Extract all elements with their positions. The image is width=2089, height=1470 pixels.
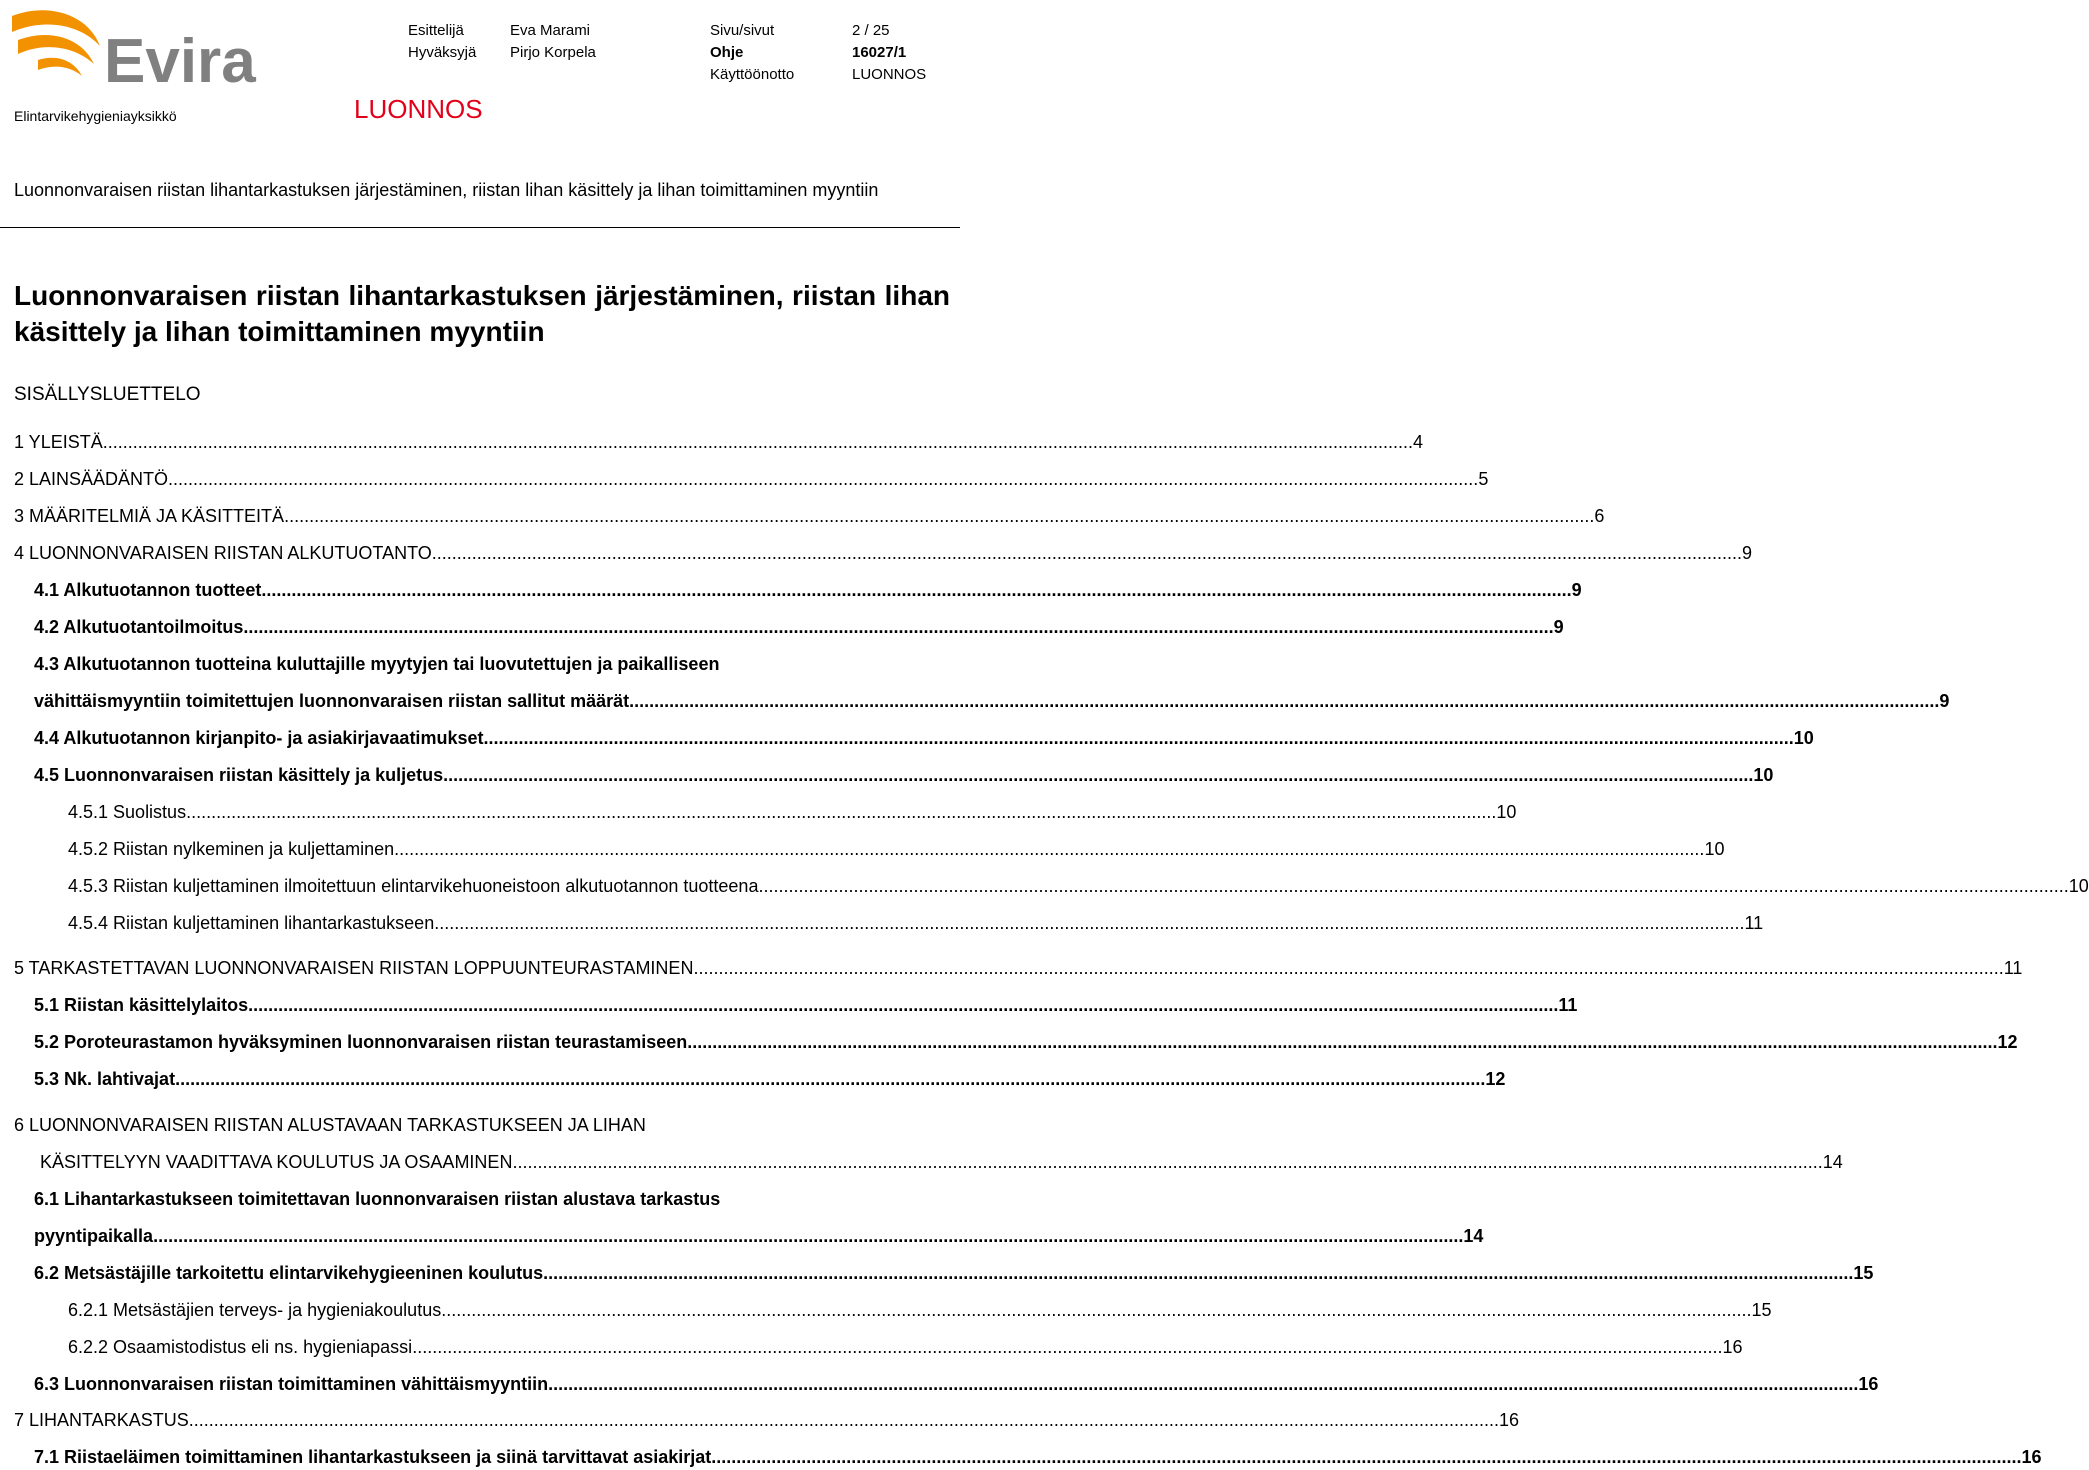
page-header <box>0 0 960 130</box>
toc-page-number: 10 <box>1793 728 1814 748</box>
dot-leader <box>693 958 2003 979</box>
dot-leader <box>175 1069 1485 1090</box>
toc-entry-label: 4.5.1 Suolistus <box>68 802 187 822</box>
dot-leader <box>412 1337 1722 1358</box>
presenter-name: Eva Marami <box>510 22 591 39</box>
toc-page-number: 9 <box>1571 580 1582 600</box>
toc-page-number: 11 <box>1744 913 1764 933</box>
toc-entry-label: 7 LIHANTARKASTUS <box>14 1410 189 1430</box>
toc-entry[interactable] <box>34 1032 2018 1053</box>
toc-page-number: 11 <box>2003 958 2023 978</box>
toc-entry-continuation: vähittäismyyntiin toimitettujen luonnonvaraisen riistan sallitut määrät <box>34 691 630 711</box>
toc-entry[interactable] <box>34 691 1950 712</box>
page-value: 2 / 25 <box>852 22 890 39</box>
toc-page-number: 12 <box>1485 1069 1506 1089</box>
toc-entry-label: 4.4 Alkutuotannon kirjanpito- ja asiakirjavaatimukset <box>34 728 484 748</box>
toc-entry[interactable] <box>34 995 1578 1016</box>
toc-entry[interactable] <box>14 469 1489 490</box>
presenter-label: Esittelijä <box>408 22 464 39</box>
toc-page-number: 14 <box>1822 1152 1843 1172</box>
org-unit: Elintarvikehygieniayksikkö <box>14 108 177 124</box>
toc-entry-label: 5.2 Poroteurastamon hyväksyminen luonnonvaraisen riistan teurastamiseen <box>34 1032 688 1052</box>
dot-leader <box>543 1263 1853 1284</box>
toc-entry[interactable] <box>40 1152 1843 1173</box>
toc-page-number: 9 <box>1553 617 1564 637</box>
usage-value: LUONNOS <box>852 66 927 83</box>
toc-entry[interactable] <box>68 1300 1772 1321</box>
toc-page-number: 10 <box>1704 839 1725 859</box>
dot-leader <box>432 543 1742 564</box>
toc-entry[interactable] <box>14 432 1423 453</box>
dot-leader <box>284 506 1594 527</box>
dot-leader <box>629 691 1939 712</box>
dot-leader <box>434 913 1744 934</box>
dot-leader <box>394 839 1704 860</box>
dot-leader <box>758 876 2068 897</box>
toc-page-number: 12 <box>1997 1032 2018 1052</box>
toc-entry-label: 4.5.2 Riistan nylkeminen ja kuljettaminen <box>68 839 395 859</box>
toc-page-number: 15 <box>1751 1300 1772 1320</box>
toc-entry[interactable] <box>34 1374 1879 1395</box>
document-subtitle: Luonnonvaraisen riistan lihantarkastuksen järjestäminen, riistan lihan käsittely ja lihan toimittaminen myyntiin <box>14 180 879 200</box>
approver-name: Pirjo Korpela <box>510 44 596 61</box>
header-divider <box>0 227 960 228</box>
dot-leader <box>512 1152 1822 1173</box>
toc-page-number: 5 <box>1478 469 1489 489</box>
doc-status-title: LUONNOS <box>354 94 483 124</box>
doc-type-label: Ohje <box>710 44 744 61</box>
toc-page-number: 6 <box>1594 506 1605 526</box>
dot-leader <box>483 728 1793 749</box>
page-label: Sivu/sivut <box>710 22 775 39</box>
doc-number: 16027/1 <box>852 44 907 61</box>
dot-leader <box>711 1447 2021 1468</box>
dot-leader <box>687 1032 1997 1053</box>
toc-entry[interactable] <box>68 802 1517 823</box>
dot-leader <box>261 580 1571 601</box>
toc-entry-label: 7.1 Riistaeläimen toimittaminen lihantarkastukseen ja siinä tarvittavat asiakirjat <box>34 1447 712 1467</box>
toc-page-number: 10 <box>2068 876 2089 896</box>
toc-entry[interactable] <box>34 1069 1506 1090</box>
toc-entry[interactable] <box>34 617 1564 638</box>
toc-entry-label: 6.3 Luonnonvaraisen riistan toimittaminen vähittäismyyntiin <box>34 1374 549 1394</box>
toc-entry[interactable] <box>14 1410 1520 1431</box>
toc-entry-label: 4.2 Alkutuotantoilmoitus <box>34 617 244 637</box>
toc-entry[interactable] <box>68 839 1725 860</box>
toc-entry-label: 4.5.4 Riistan kuljettaminen lihantarkastukseen <box>68 913 435 933</box>
dot-leader <box>103 432 1413 453</box>
approver-label: Hyväksyjä <box>408 44 477 61</box>
toc-page-number: 15 <box>1853 1263 1874 1283</box>
toc-page-number: 16 <box>1858 1374 1879 1394</box>
toc-page-number: 10 <box>1496 802 1517 822</box>
toc-entry-label: 5.1 Riistan käsittelylaitos <box>34 995 249 1015</box>
logo-wordmark: Evira <box>104 27 256 96</box>
document-title: Luonnonvaraisen riistan lihantarkastuksen järjestäminen, riistan lihan käsittely ja lihan toimittaminen myyntiin <box>14 280 950 347</box>
toc-entry[interactable] <box>34 1226 1484 1247</box>
toc-page-number: 9 <box>1939 691 1950 711</box>
toc-entry[interactable] <box>34 765 1774 786</box>
toc-entry-label: 6.2 Metsästäjille tarkoitettu elintarvikehygieeninen koulutus <box>34 1263 544 1283</box>
toc-entry-label: 5.3 Nk. lahtivajat <box>34 1069 176 1089</box>
dot-leader <box>186 802 1496 823</box>
toc-page-number: 4 <box>1412 432 1423 452</box>
dot-leader <box>153 1226 1463 1247</box>
toc-page-number: 16 <box>1722 1337 1743 1357</box>
toc-entry[interactable] <box>34 1447 2042 1468</box>
toc-entry[interactable] <box>14 958 2023 979</box>
toc-entry-label: 3 MÄÄRITELMIÄ JA KÄSITTEITÄ <box>14 506 285 526</box>
dot-leader <box>548 1374 1858 1395</box>
toc-entry-label: 2 LAINSÄÄDÄNTÖ <box>14 469 169 489</box>
toc-entry[interactable] <box>68 1337 1743 1358</box>
toc-entry-label[interactable]: 4.3 Alkutuotannon tuotteina kuluttajille myytyjen tai luovutettujen ja paikalliseen <box>34 654 720 674</box>
toc-page-number: 14 <box>1463 1226 1484 1246</box>
toc-page-number: 10 <box>1753 765 1774 785</box>
toc-entry-label: 6.2.2 Osaamistodistus eli ns. hygieniapassi <box>68 1337 413 1357</box>
toc-entry[interactable] <box>34 728 1814 749</box>
toc-entry[interactable] <box>68 876 2089 897</box>
dot-leader <box>243 617 1553 638</box>
dot-leader <box>248 995 1558 1016</box>
usage-label: Käyttöönotto <box>710 66 795 83</box>
dot-leader <box>189 1410 1499 1431</box>
toc-entry-label: 4.1 Alkutuotannon tuotteet <box>34 580 262 600</box>
dot-leader <box>443 765 1753 786</box>
dot-leader <box>168 469 1478 490</box>
toc-entry-label: 4.5.3 Riistan kuljettaminen ilmoitettuun elintarvikehuoneistoon alkutuotannon tuotteena <box>68 876 759 896</box>
toc-entry-label[interactable]: 6.1 Lihantarkastukseen toimitettavan luonnonvaraisen riistan alustava tarkastus <box>34 1189 721 1209</box>
toc-entry[interactable] <box>34 580 1582 601</box>
toc-page-number: 9 <box>1742 543 1753 563</box>
evira-logo <box>8 4 258 96</box>
dot-leader <box>441 1300 1751 1321</box>
toc-entry[interactable] <box>14 543 1753 564</box>
toc-entry[interactable] <box>68 913 1764 934</box>
toc-page-number: 11 <box>1558 995 1578 1015</box>
toc-entry[interactable] <box>14 506 1605 527</box>
toc-entry-label: 1 YLEISTÄ <box>14 432 103 452</box>
toc-entry-label: 4 LUONNONVARAISEN RIISTAN ALKUTUOTANTO <box>14 543 432 563</box>
toc-entry-continuation: pyyntipaikalla <box>34 1226 154 1246</box>
toc-entry-continuation: KÄSITTELYYN VAADITTAVA KOULUTUS JA OSAAMINEN <box>40 1152 513 1172</box>
toc-page-number: 16 <box>1498 1410 1520 1430</box>
toc-entry-label: 4.5 Luonnonvaraisen riistan käsittely ja kuljetus <box>34 765 444 785</box>
toc-entry-label: 6.2.1 Metsästäjien terveys- ja hygieniakoulutus <box>68 1300 442 1320</box>
toc-page-number: 16 <box>2021 1447 2042 1467</box>
toc-entry[interactable] <box>34 1263 1874 1284</box>
toc-entry-label: 5 TARKASTETTAVAN LUONNONVARAISEN RIISTAN LOPPUUNTEURASTAMINEN <box>14 958 694 978</box>
toc-heading: SISÄLLYSLUETTELO <box>14 384 201 405</box>
toc-entry-label[interactable]: 6 LUONNONVARAISEN RIISTAN ALUSTAVAAN TARKASTUKSEEN JA LIHAN <box>14 1115 646 1135</box>
